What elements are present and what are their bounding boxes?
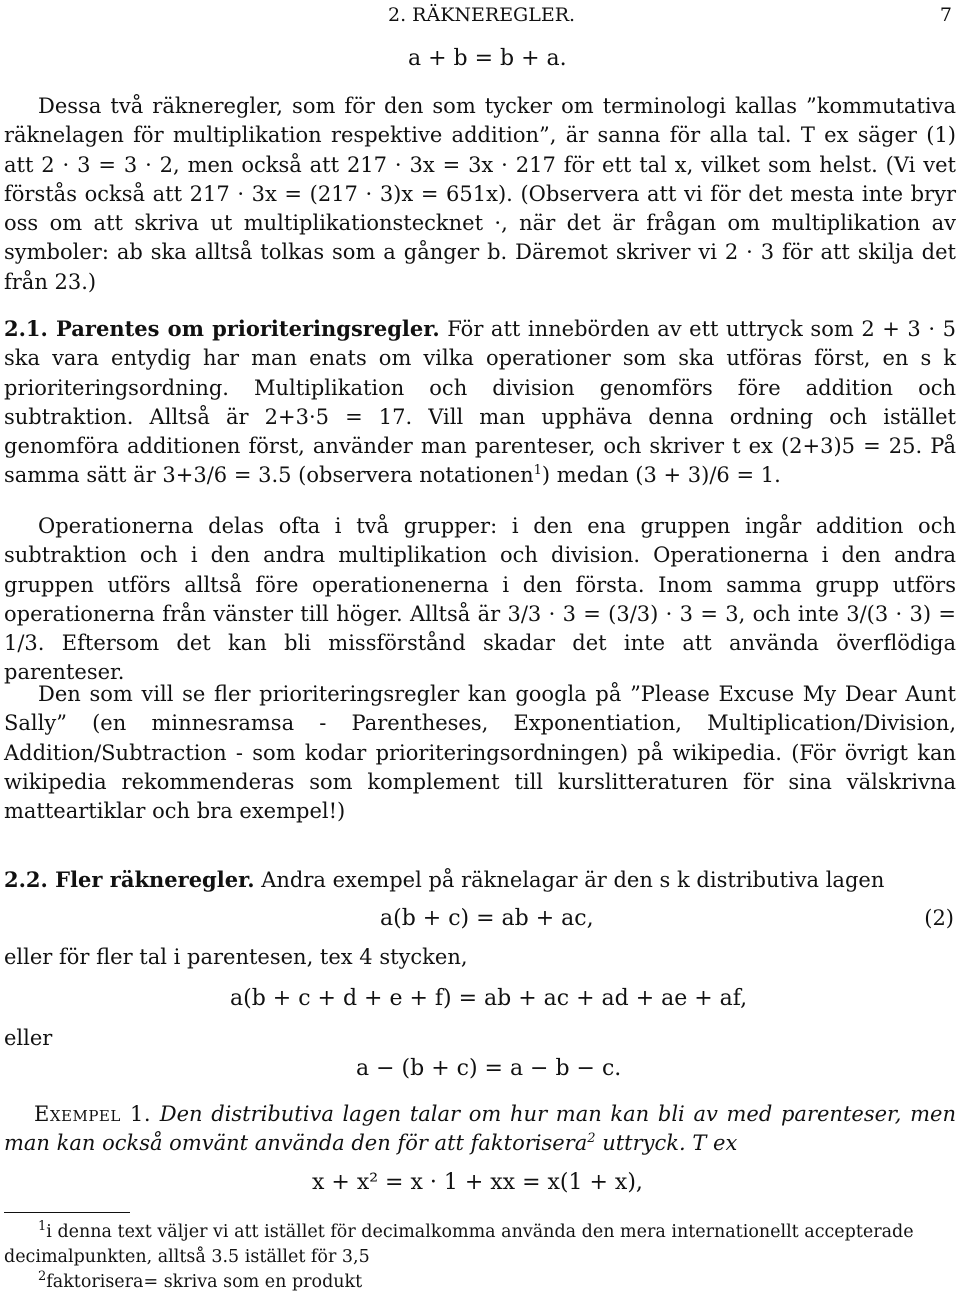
footnote-1-mark: 1 [38, 1219, 47, 1235]
example-label: Exempel 1. [34, 1102, 152, 1126]
section-2-1-body: För att innebörden av ett uttryck som 2 + 3 · 5 ska vara entydig har man enats om vilka operationer som ska utföras först, en s k prioriteringsordning. Multiplikation och division genomförs före addition och subtraktion. Alltså är 2+3·5 = 17. Vill man upphäva denna ordning och istället genomföra additionen först, använder man parenteser, och skriver t ex (2+3)5 = 25. På samma sätt är 3+3/6 = 3.5 (observera notationen [4, 317, 956, 488]
footnote-ref-1: 1 [533, 463, 542, 479]
section-2-2-heading: 2.2. Fler räkneregler. [4, 867, 255, 892]
equation-commutative: a + b = b + a. [408, 46, 567, 71]
section-2-1 [4, 314, 956, 491]
footnote-1-text: i denna text väljer vi att istället för decimalkomma använda den mera internationellt accepterade decimalpunkten, alltså 3.5 istället för 3,5 [4, 1222, 914, 1267]
example-1 [4, 1100, 956, 1158]
page-number: 7 [939, 4, 952, 26]
footnote-2-mark: 2 [38, 1269, 47, 1285]
equation-factorize: x + x² = x · 1 + xx = x(1 + x), [312, 1170, 643, 1195]
chapter-title: 2. RÄKNEREGLER. [388, 4, 576, 26]
text-more-terms: eller för fler tal i parentesen, tex 4 stycken, [4, 945, 468, 969]
footnote-ref-2: 2 [587, 1131, 596, 1146]
section-2-1-heading: 2.1. Parentes om prioriteringsregler. [4, 316, 440, 341]
footnote-2-text: faktorisera= skriva som en produkt [46, 1272, 363, 1292]
equation-distributive: a(b + c) = ab + ac, [380, 906, 594, 931]
example-text-end: uttryck. T ex [602, 1131, 738, 1155]
equation-number-2: (2) [924, 906, 954, 930]
paragraph-commutative: Dessa två räkneregler, som för den som tycker om terminologi kallas ”kommutativa räknelagen för multiplikation respektive addition”, är sanna för alla tal. T ex säger (1) att 2 · 3 = 3 · 2, men också att 217 · 3x = 3x · 217 för ett tal x, vilket som helst. (Vi vet förstås också att 217 · 3x = (217 · 3)x = 651x). (Observera att vi för det mesta inte bryr oss om att skriva ut multiplikationstecknet ·, när det är frågan om multiplikation av symboler: ab ska alltså tolkas som a gånger b. Däremot skriver vi 2 · 3 för att skilja det från 23.) [4, 94, 956, 294]
paragraph-operation-groups: Operationerna delas ofta i två grupper: i den ena gruppen ingår addition och subtraktion och i den andra multiplikation och division. Operationerna i den andra gruppen utförs alltså före operationenerna i den första. Inom samma grupp utförs operationerna från vänster till höger. Alltså är 3/3 · 3 = (3/3) · 3 = 3, och inte 3/(3 · 3) = 1/3. Eftersom det kan bli missförstånd skadar det inte att använda överflödiga parenteser. [4, 514, 956, 685]
section-2-1-body-end: ) medan (3 + 3)/6 = 1. [541, 463, 781, 488]
footnote-1 [4, 1220, 956, 1270]
footnote-rule [4, 1212, 130, 1213]
equation-subtraction: a − (b + c) = a − b − c. [356, 1056, 622, 1081]
footnote-2 [4, 1270, 956, 1295]
equation-distributive-five: a(b + c + d + e + f) = ab + ac + ad + ae + af, [230, 986, 748, 1011]
text-or: eller [4, 1026, 53, 1050]
section-2-2 [4, 865, 956, 895]
section-2-2-body: Andra exempel på räknelagar är den s k distributiva lagen [261, 868, 885, 892]
example-text: Den distributiva lagen talar om hur man kan bli av med parenteser, men man kan också omvänt använda den för att faktorisera [4, 1102, 956, 1155]
paragraph-pemdas: Den som vill se fler prioriteringsregler kan googla på ”Please Excuse My Dear Aunt Sally” (en minnesramsa - Parentheses, Exponentiation, Multiplication/Division, Addition/Subtraction - som kodar prioriteringsordningen) på wikipedia. (För övrigt kan wikipedia rekommenderas som komplement till kurslitteraturen för sina välskrivna matteartiklar och bra exempel!) [4, 682, 956, 824]
